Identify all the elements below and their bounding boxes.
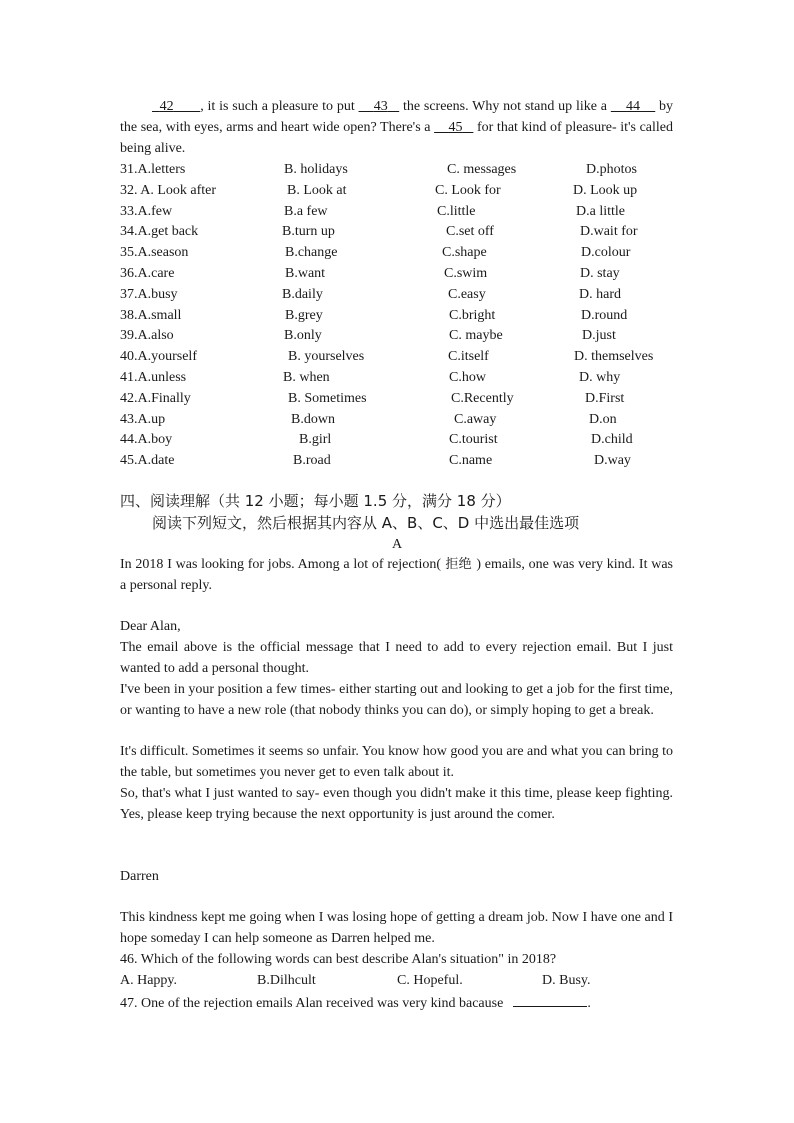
option-d: D.way [594,453,631,469]
section-title: 四、阅读理解（共 12 小题；每小题 1.5 分，满分 18 分） [120,492,511,510]
passage-paragraph-1: In 2018 I was looking for jobs. Among a lot of rejection( 拒绝 ) emails, one was very kind. It was a personal reply. [120,557,673,593]
option-c: C.little [437,203,476,219]
option-c: C.Recently [451,390,514,406]
option-d: D. hard [579,286,621,302]
blank-43: 43 [373,99,388,114]
option-a: 38.A.small [120,307,182,323]
option-b: B. yourselves [288,349,365,365]
blank-42: 42 [159,99,174,114]
option-a: 33.A.few [120,203,173,219]
q46-option-c: C. Hopeful. [397,973,463,988]
q46-option-b: B.Dilhcult [257,973,316,988]
option-c: C.how [449,369,486,385]
section-instruction: 阅读下列短文，然后根据其内容从 A、B、C、D 中选出最佳选项 [152,514,580,532]
option-a: 40.A.yourself [120,349,197,365]
option-b: B.change [285,245,338,261]
option-c: C.away [454,411,497,427]
question-46-options [120,970,680,991]
letter-paragraph-4: So, that's what I just wanted to say- even though you didn't make it this time, please keep fighting. Yes, please keep trying because the next opportunity is just around the comer. [120,786,673,822]
option-c: C.easy [448,286,486,302]
passage-label: A [391,537,403,552]
q46-option-a: A. Happy. [120,973,178,988]
option-b: B.daily [282,286,323,302]
option-b: B. when [283,369,330,385]
option-a: 41.A.unless [120,369,187,385]
option-d: D.First [585,390,625,406]
option-row [120,326,680,347]
option-c: C.tourist [449,432,498,448]
option-row [120,306,680,327]
option-d: D.colour [581,245,631,261]
option-row [120,202,680,223]
option-b: B.turn up [282,224,335,240]
option-row [120,222,680,243]
option-a: 34.A.get back [120,224,199,240]
option-d: D. why [579,369,621,385]
letter-paragraph-3: It's difficult. Sometimes it seems so unfair. You know how good you are and what you can bring to the table, but sometimes you never get to even talk about it. [120,744,673,780]
option-row [120,160,680,181]
option-b: B.a few [284,203,328,219]
question-46: 46. Which of the following words can best describe Alan's situation" in 2018? [120,952,557,967]
blank-44: 44 [626,99,641,114]
option-a: 35.A.season [120,245,189,261]
q46-option-d: D. Busy. [542,973,591,988]
option-d: D.a little [576,203,625,219]
option-row [120,368,680,389]
option-row [120,181,680,202]
letter-paragraph-1: The email above is the official message that I need to add to every rejection email. But I just wanted to add a personal thought. [120,640,673,676]
option-a: 39.A.also [120,328,174,344]
option-d: D. themselves [574,349,654,365]
option-b: B. Sometimes [288,390,367,406]
cloze-options-list [120,160,680,472]
option-c: C.set off [446,224,494,240]
option-d: D. stay [580,265,620,281]
option-d: D.wait for [580,224,638,240]
option-row [120,264,680,285]
option-row [120,243,680,264]
option-d: D.on [589,411,617,427]
option-d: D. Look up [573,182,638,198]
letter-greeting: Dear Alan, [120,619,181,634]
option-d: D.round [581,307,628,323]
option-b: B.grey [285,307,323,323]
option-a: 45.A.date [120,453,175,469]
option-a: 44.A.boy [120,432,173,448]
option-c: C.swim [444,265,488,281]
question-47: 47. One of the rejection emails Alan received was very kind bacause . [120,992,680,1015]
option-a: 36.A.care [120,265,175,281]
option-row [120,347,680,368]
option-row [120,451,680,472]
option-row [120,389,680,410]
blank-45: 45 [448,119,463,135]
letter-signature: Darren [120,869,159,884]
option-c: C.name [449,453,493,469]
option-c: C. Look for [435,182,501,198]
answer-blank [513,992,587,1007]
option-b: B.down [291,411,335,427]
option-c: C.bright [449,307,496,323]
option-c: C.shape [442,245,487,261]
cloze-intro-paragraph: 42 , it is such a pleasure to put 43 the screens. Why not stand up like a 44 by the sea, with eyes, arms and heart wide open? There's a 45 for that kind of pleasure- it's called being alive. [120,99,674,156]
option-a: 43.A.up [120,411,166,427]
option-d: D.child [591,432,633,448]
letter-paragraph-2: I've been in your position a few times- either starting out and looking to get a job for the first time, or wanting to have a new role (that nobody thinks you can do), or simply hoping to get a break. [120,682,673,718]
option-b: B.only [284,328,322,344]
option-d: D.photos [586,162,637,177]
option-a: 37.A.busy [120,286,178,302]
passage-paragraph-2: This kindness kept me going when I was losing hope of getting a dream job. Now I have one and I hope someday I can help someone as Darren helped me. [120,910,673,946]
option-b: B.want [285,265,326,281]
option-a: 42.A.Finally [120,390,191,406]
option-a: 32. A. Look after [120,182,217,198]
option-row [120,410,680,431]
option-b: B.girl [299,432,332,448]
option-b: B. holidays [284,162,348,177]
option-b: B.road [293,453,331,469]
option-row [120,430,680,451]
option-d: D.just [582,328,616,344]
option-row [120,285,680,306]
option-c: C.itself [448,349,489,365]
option-b: B. Look at [287,182,347,198]
option-a: 31.A.letters [120,162,186,177]
option-c: C. messages [447,162,517,177]
option-c: C. maybe [449,328,503,344]
